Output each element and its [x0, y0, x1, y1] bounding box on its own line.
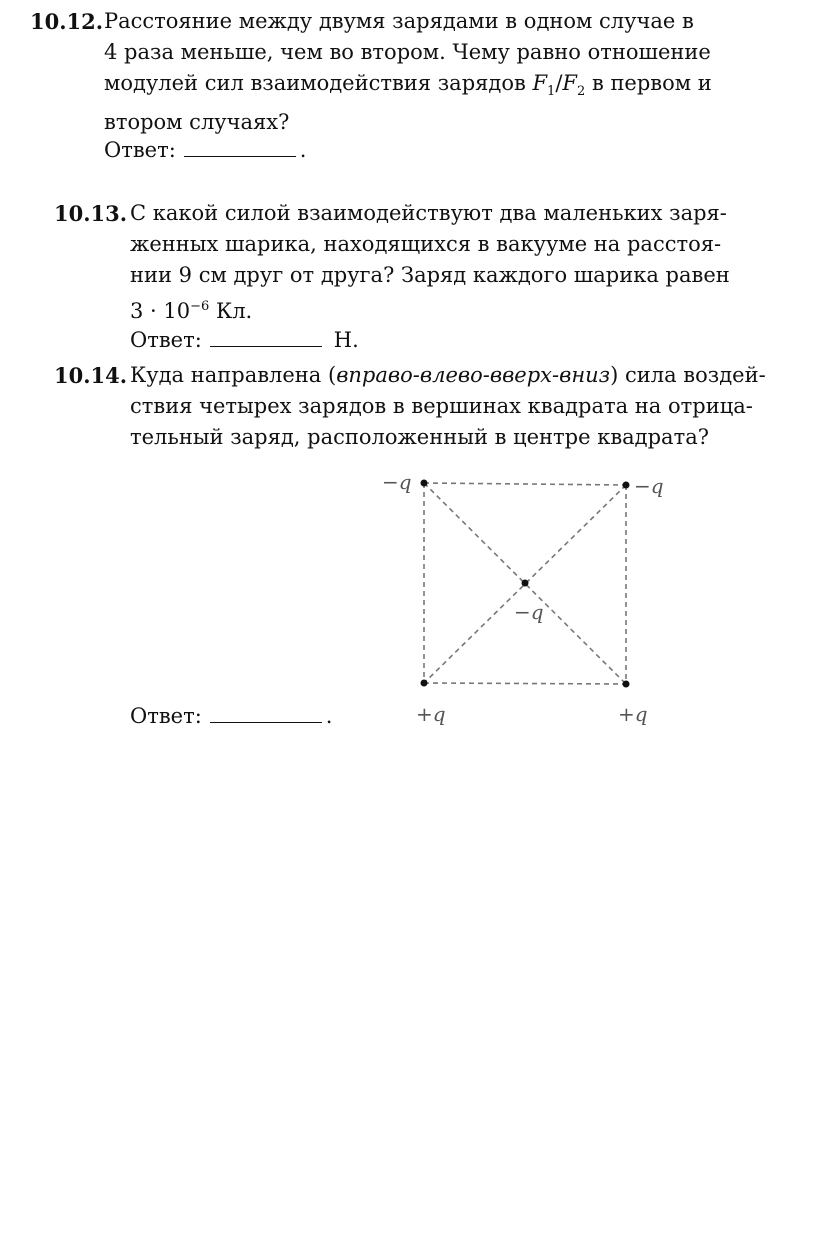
answer-suffix: . [299, 138, 307, 162]
text-fragment: Кл. [209, 299, 253, 323]
text-fragment: модулей сил взаимодействия зарядов [104, 71, 533, 95]
problem-number: 10.14. [54, 363, 128, 388]
text-line: нии 9 см друг от друга? Заряд каждого шарика равен [130, 263, 730, 287]
subscript-2: 2 [576, 84, 586, 100]
text-line: Расстояние между двумя зарядами в одном случае в [104, 9, 694, 33]
text-line [130, 291, 730, 327]
square-top-edge [424, 483, 626, 485]
force-f1: F [532, 71, 548, 95]
label-bottom-left: +q [416, 702, 446, 726]
text-line: втором случаях? [104, 110, 290, 135]
text-line [130, 360, 766, 391]
exponent: −6 [190, 299, 210, 314]
label-center: −q [514, 600, 544, 624]
answer-label: Ответ: [104, 138, 176, 162]
label-top-right: −q [634, 474, 664, 498]
charge-dot-top-left [421, 480, 428, 487]
text-line: тельный заряд, расположенный в центре квадрата? [130, 425, 709, 449]
charge-dot-bottom-right [623, 681, 630, 688]
answer-10-14 [130, 702, 332, 728]
direction-options: вправо-влево-вверх-вниз [336, 363, 611, 387]
answer-label: Ответ: [130, 328, 202, 352]
text-line: С какой силой взаимодействуют два маленьких заря- [130, 201, 727, 225]
slash: / [555, 71, 563, 95]
label-top-left: −q [382, 470, 412, 494]
subscript-1: 1 [547, 84, 556, 100]
answer-blank[interactable] [210, 702, 322, 723]
answer-suffix: Н. [333, 328, 359, 352]
problem-number: 10.13. [54, 201, 128, 226]
charge-dot-bottom-left [421, 680, 428, 687]
charge-dot-top-right [623, 482, 630, 489]
force-f2: F [562, 71, 577, 95]
answer-blank[interactable] [210, 326, 322, 347]
text-fragment: ) сила воздей- [610, 363, 766, 387]
answer-blank[interactable] [184, 136, 296, 157]
charge-dot-center [522, 580, 529, 587]
problem-text [130, 198, 730, 327]
text-fragment: Куда направлена ( [130, 363, 337, 387]
answer-10-12 [104, 136, 306, 162]
answer-suffix: . [325, 704, 333, 728]
text-fragment: 3 · 10 [130, 299, 191, 323]
answer-10-13 [130, 326, 359, 352]
problem-text [104, 6, 712, 138]
label-bottom-right: +q [618, 702, 648, 726]
answer-label: Ответ: [130, 704, 202, 728]
charges-diagram [370, 466, 670, 736]
problem-text [130, 360, 766, 453]
problem-number: 10.12. [30, 9, 104, 34]
text-fragment: в первом и [585, 71, 712, 95]
square-bottom-edge [424, 683, 626, 684]
text-line: 4 раза меньше, чем во втором. Чему равно отношение [104, 40, 711, 64]
text-line: ствия четырех зарядов в вершинах квадрата на отрица- [130, 394, 753, 418]
text-line: женных шарика, находящихся в вакууме на расстоя- [130, 232, 722, 256]
text-line [104, 68, 712, 107]
